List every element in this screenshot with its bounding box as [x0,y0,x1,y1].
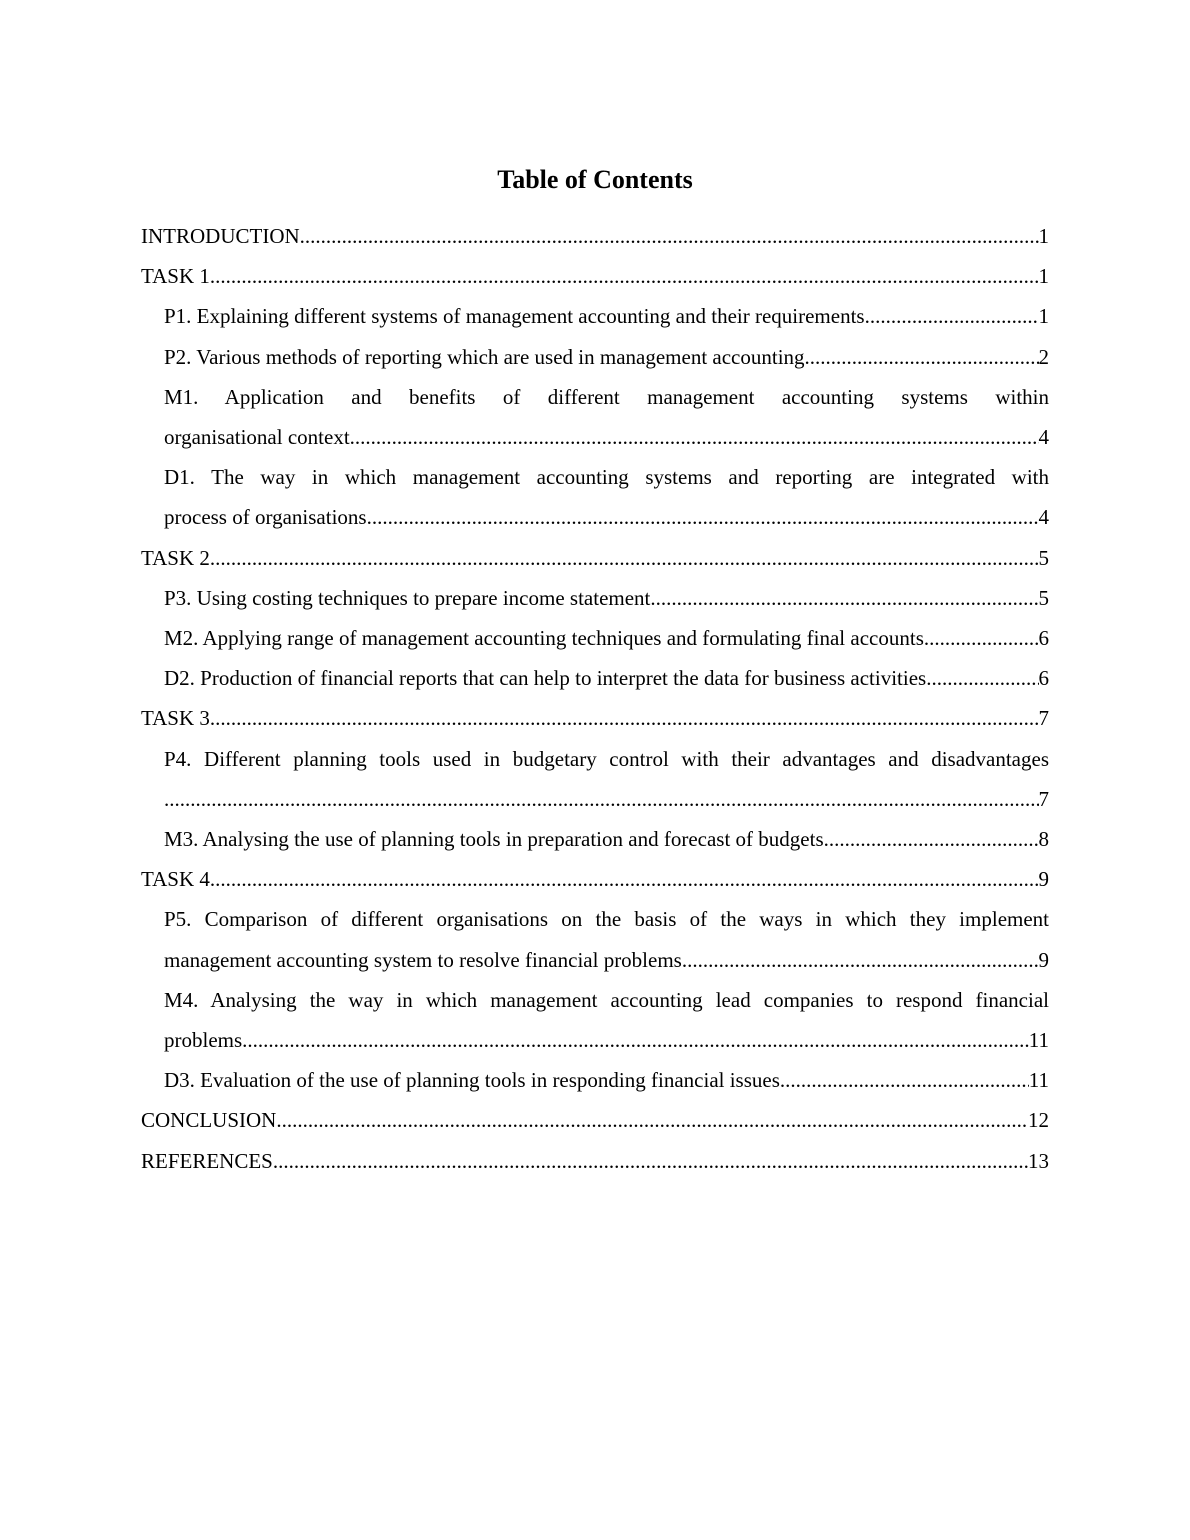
toc-dot-leader [682,940,1039,980]
toc-entry[interactable] [141,698,1049,738]
toc-entry-text: D3. Evaluation of the use of planning tools in responding financial issues [164,1068,780,1093]
toc-dot-leader [242,1020,1029,1060]
toc-entry[interactable] [141,658,1049,698]
toc-entry[interactable] [141,538,1049,578]
toc-page-number: 6 [1038,666,1049,691]
toc-entry[interactable] [141,1060,1049,1100]
toc-entry[interactable] [141,1141,1049,1181]
toc-dot-leader [273,1141,1028,1181]
toc-entry-text: TASK 2 [141,545,210,570]
toc-entry[interactable] [141,377,1049,457]
toc-entry[interactable] [141,819,1049,859]
toc-list [141,216,1049,1181]
toc-entry-text-line2: problems [164,1028,243,1053]
toc-entry-text: TASK 4 [141,867,210,892]
toc-page-number: 1 [1038,224,1049,248]
toc-entry-line2 [164,940,1049,980]
toc-entry-text-line2: organisational context [164,425,350,450]
toc-entry-text: P3. Using costing techniques to prepare income statement [164,585,651,610]
toc-entry-line2 [164,1020,1049,1060]
toc-entry[interactable] [141,578,1049,618]
toc-entry-text: TASK 3 [141,706,210,731]
toc-page-number: 13 [1028,1148,1049,1173]
toc-page-number: 1 [1038,264,1049,289]
toc-page-number: 7 [1038,786,1049,811]
toc-entry-text-line1: P4. Different planning tools used in budgetary control with their advantages and disadvantages [164,746,1049,771]
toc-page-number: 9 [1038,867,1049,892]
toc-page-number: 8 [1038,827,1049,852]
toc-entry[interactable] [141,899,1049,979]
toc-dot-leader [276,1100,1028,1140]
toc-dot-leader [367,497,1039,537]
toc-entry-text-line1: M1. Application and benefits of different management accounting systems within [164,384,1049,409]
toc-entry-text: P2. Various methods of reporting which are used in management accounting [164,344,805,369]
toc-page-number: 6 [1038,626,1049,651]
toc-entry-text-line1: P5. Comparison of different organisations on the basis of the ways in which they implement [164,907,1049,932]
toc-page-number: 5 [1038,585,1049,610]
toc-page-number: 11 [1028,1068,1049,1093]
toc-entry[interactable] [141,980,1049,1060]
toc-entry[interactable] [141,216,1049,256]
toc-entry-text: M3. Analysing the use of planning tools in preparation and forecast of budgets [164,827,824,852]
toc-dot-leader [300,216,1039,256]
toc-page-number: 4 [1038,505,1049,530]
toc-entry[interactable] [141,296,1049,336]
toc-entry-line2 [164,417,1049,457]
toc-entry-text: D2. Production of financial reports that can help to interpret the data for business activities [164,666,927,691]
toc-page-number: 4 [1038,425,1049,450]
toc-entry[interactable] [141,859,1049,899]
toc-entry[interactable] [141,1100,1049,1140]
toc-entry-text-line2: management accounting system to resolve financial problems [164,947,682,972]
toc-dot-leader [210,698,1039,738]
toc-entry-text: P1. Explaining different systems of management accounting and their requirements [164,304,865,329]
toc-dot-leader [210,256,1039,296]
toc-dot-leader [164,779,1039,819]
toc-dot-leader [350,417,1039,457]
toc-dot-leader [650,578,1038,618]
toc-page-number: 12 [1028,1108,1049,1133]
toc-page-number: 2 [1038,344,1049,369]
toc-page-number: 1 [1038,304,1049,329]
toc-entry-line2 [164,779,1049,819]
toc-dot-leader [824,819,1039,859]
toc-page-number: 11 [1028,1028,1049,1053]
toc-entry-text-line1: D1. The way in which management accounting systems and reporting are integrated with [164,465,1049,490]
toc-dot-leader [780,1060,1029,1100]
toc-dot-leader [210,859,1039,899]
toc-entry[interactable] [141,337,1049,377]
toc-dot-leader [865,296,1039,336]
toc-title: Table of Contents [497,165,693,194]
toc-entry-text: CONCLUSION [141,1108,277,1133]
toc-entry-text-line2: process of organisations [164,505,367,530]
toc-page-number: 7 [1038,706,1049,731]
toc-entry[interactable] [141,618,1049,658]
toc-dot-leader [805,337,1039,377]
toc-entry-text: INTRODUCTION [141,224,300,248]
toc-entry-text: REFERENCES [141,1148,273,1173]
toc-page-number: 9 [1038,947,1049,972]
toc-dot-leader [924,618,1039,658]
toc-page-number: 5 [1038,545,1049,570]
toc-entry[interactable] [141,256,1049,296]
toc-entry-text: TASK 1 [141,264,210,289]
toc-entry[interactable] [141,457,1049,537]
toc-entry-line2 [164,497,1049,537]
toc-entry-text: M2. Applying range of management accounting techniques and formulating final accounts [164,626,924,651]
toc-dot-leader [210,538,1039,578]
toc-entry-text-line1: M4. Analysing the way in which management accounting lead companies to respond financial [164,987,1049,1012]
toc-dot-leader [926,658,1038,698]
toc-entry[interactable] [141,739,1049,819]
